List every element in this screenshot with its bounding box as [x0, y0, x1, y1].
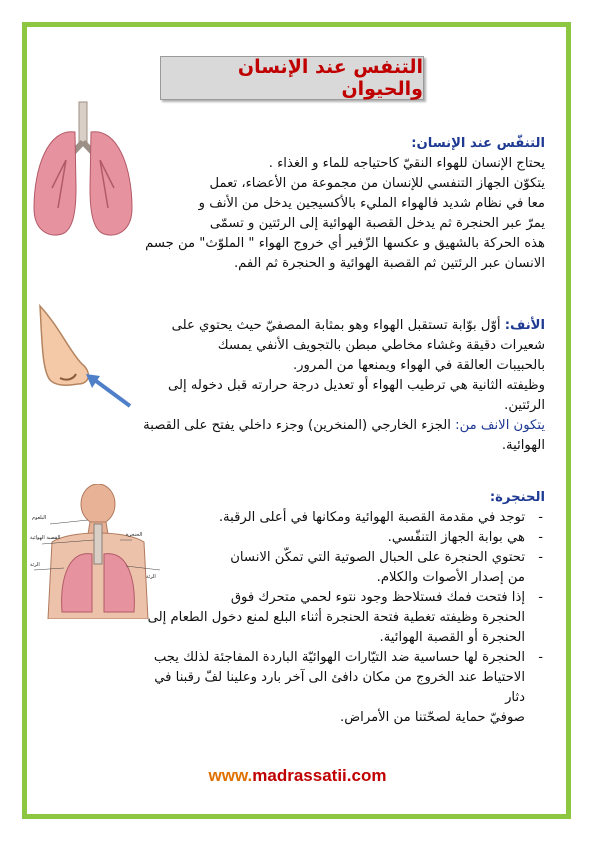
larynx-line: - توجد في مقدمة القصبة الهوائية ومكانها في أعلى الرقبة. [218, 510, 525, 525]
larynx-bullet [145, 648, 545, 728]
larynx-bullet [145, 528, 545, 548]
section-larynx [145, 488, 545, 728]
larynx-list [145, 508, 545, 728]
larynx-line: - هي بوابة الجهاز التنفّسي. [387, 530, 525, 545]
footer-domain: madrassatii.com [252, 766, 387, 785]
nose-parts-text2: الهوائية. [501, 438, 545, 453]
page-title: التنفس عند الإنسان والحيوان [237, 56, 423, 100]
larynx-bullet [145, 508, 545, 528]
nose-line: شعيرات دقيقة وغشاء مخاطي مبطن بالتجويف الأنفي يمسك [217, 338, 545, 353]
larynx-line: - إذا فتحت فمك فستلاحظ وجود نتوء لحمي متحرك فوق [230, 590, 525, 605]
section-nose [105, 316, 545, 456]
larynx-line: صوفيّ حماية لصحّتنا من الأمراض. [340, 710, 525, 725]
larynx-line: الحنجرة وظيفته تغطية فتحة الحنجرة أثناء البلع لمنع دخول الطعام إلى [147, 610, 525, 625]
figure-label: البلعوم [32, 515, 47, 521]
nose-line: وظيفته الثانية هي ترطيب الهواء أو تعديل درجة حرارته قبل دخوله إلى [167, 378, 545, 393]
nose-line: بالحبيبات العالقة في الهواء ويمنعها من المرور. [292, 358, 545, 373]
section1-line: هذه الحركة بالشهيق و عكسها الزّفير أي خروج الهواء " الملوّث" من جسم [145, 236, 545, 251]
larynx-line: من إصدار الأصوات والكلام. [376, 570, 525, 585]
section-human-breathing [55, 134, 545, 274]
larynx-bullet [145, 588, 545, 648]
section1-heading: التنفّس عند الإنسان: [411, 136, 545, 151]
section1-line: يتكوّن الجهاز التنفسي للإنسان من مجموعة من الأعضاء، تعمل [209, 176, 545, 191]
larynx-heading: الحنجرة: [489, 490, 545, 505]
nose-parts-label: يتكون الانف من: [455, 418, 545, 433]
nose-parts-line [105, 416, 545, 436]
section1-line: يحتاج الإنسان للهواء النقيّ كاحتياجه للماء و الغذاء . [268, 156, 545, 171]
section1-line: معا في نظام شديد فالهواء المليء بالأكسيجين يدخل من الأنف و [198, 196, 545, 211]
larynx-line: - تحتوي الحنجرة على الحبال الصوتية التي تمكّن الانسان [230, 550, 525, 565]
nose-heading: الأنف: [504, 318, 545, 333]
larynx-line: - الحنجرة لها حساسية ضد التيّارات الهوائيّة الباردة المفاجئة لذلك يجب [153, 650, 525, 665]
figure-label: القصبة الهوائية [30, 535, 61, 541]
larynx-line: الاحتياط عند الخروج من مكان دافئ الى آخر بارد وعلينا لفّ رقبنا في دثار [154, 670, 525, 705]
figure-label: الحنجرة [126, 532, 143, 538]
figure-label: الرئة [30, 562, 40, 568]
nose-line: الرئتين. [504, 398, 545, 413]
larynx-line: الحنجرة أو القصبة الهوائية. [379, 630, 525, 645]
nose-first-line [105, 316, 545, 336]
nose-line: أوّل بوّابة تستقبل الهواء وهو بمثابة المصفيّ حيث يحتوي على [171, 318, 501, 333]
nose-parts-text: الجزء الخارجي (المنخرين) وجزء داخلي يفتح على القصبة [143, 418, 451, 433]
footer-website-link[interactable] [0, 766, 595, 786]
section1-line: يمرّ عبر الحنجرة ثم يدخل القصبة الهوائية إلى الرئتين و تسمّى [209, 216, 545, 231]
larynx-bullet [145, 548, 545, 588]
footer-www: www. [208, 766, 253, 785]
section1-line: الانسان عبر الرئتين ثم القصبة الهوائية و الحنجرة ثم الفم. [233, 256, 545, 271]
title-box [160, 56, 424, 100]
figure-label: الرئة [146, 574, 156, 580]
